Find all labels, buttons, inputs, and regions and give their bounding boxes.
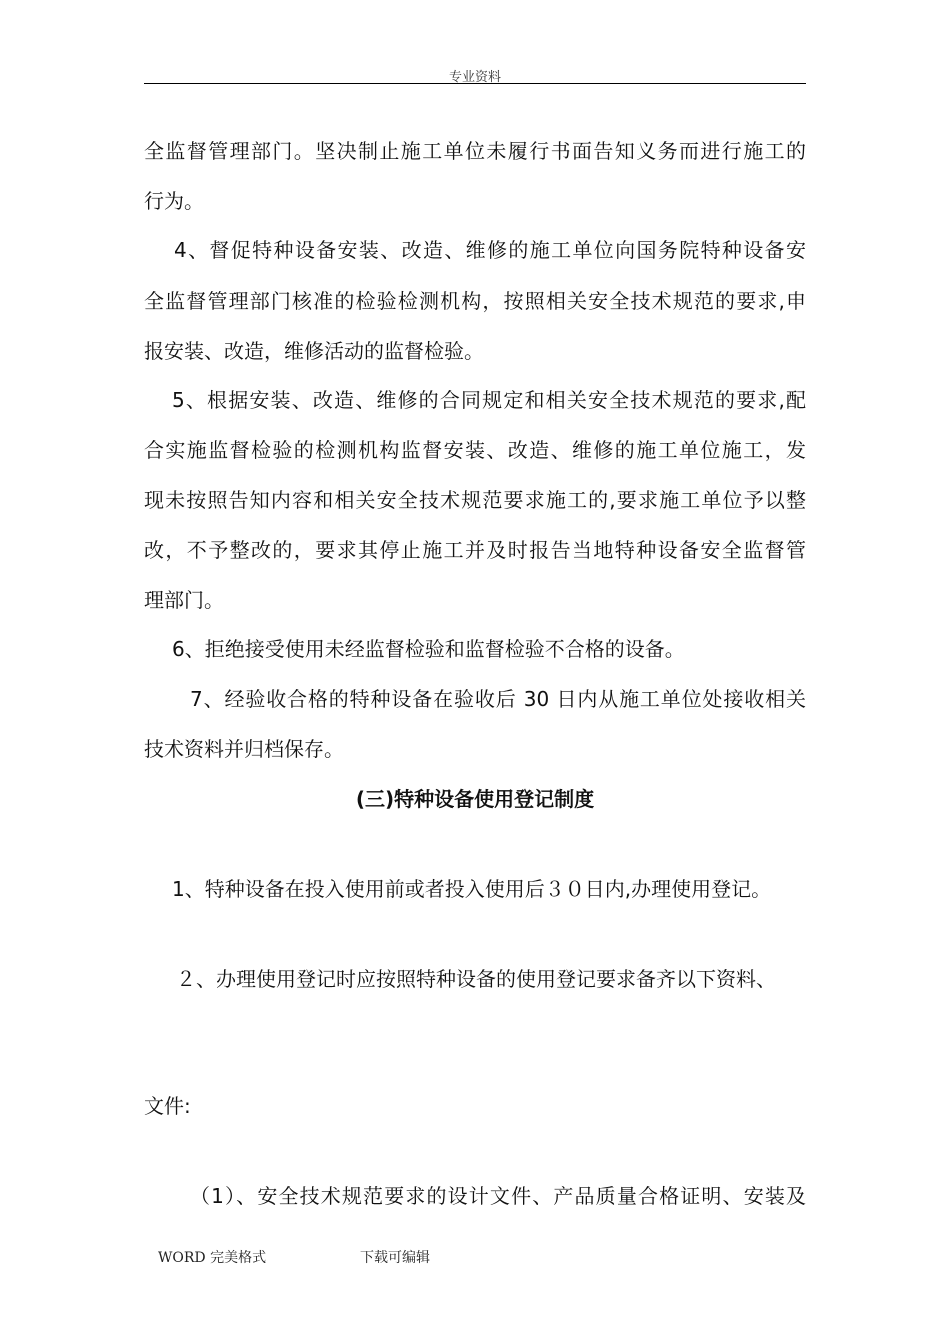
body-line: 现未按照告知内容和相关安全技术规范要求施工的,要求施工单位予以整 [144,488,806,512]
body-line: 报安装、改造，维修活动的监督检验。 [144,339,484,363]
body-line: 理部门。 [144,588,224,612]
body-line: 全监督管理部门。坚决制止施工单位未履行书面告知义务而进行施工的 [144,139,806,163]
body-line: 6、拒绝接受使用未经监督检验和监督检验不合格的设备。 [172,637,685,661]
body-line: 技术资料并归档保存。 [144,737,344,761]
body-line: 全监督管理部门核准的检验检测机构，按照相关安全技术规范的要求,申 [144,289,806,313]
footer-left-text: WORD 完美格式 [158,1250,267,1266]
body-line: 4、督促特种设备安装、改造、维修的施工单位向国务院特种设备安 [174,238,806,262]
body-line: 7、经验收合格的特种设备在验收后 30 日内从施工单位处接收相关 [190,687,806,711]
section-heading: (三)特种设备使用登记制度 [355,787,595,811]
body-line: 1、特种设备在投入使用前或者投入使用后３０日内,办理使用登记。 [172,877,772,901]
body-line: 合实施监督检验的检测机构监督安装、改造、维修的施工单位施工，发 [144,438,806,462]
footer-right-text: 下载可编辑 [360,1250,430,1266]
body-line: 5、根据安装、改造、维修的合同规定和相关安全技术规范的要求,配 [172,388,806,412]
body-line: 改，不予整改的，要求其停止施工并及时报告当地特种设备安全监督管 [144,538,806,562]
body-line: （1）、安全技术规范要求的设计文件、产品质量合格证明、安装及 [190,1184,806,1208]
body-line: 文件: [144,1094,191,1118]
body-line: ２、办理使用登记时应按照特种设备的使用登记要求备齐以下资料、 [176,967,776,991]
header-divider [144,83,806,84]
page-header: 专业资料 [448,70,501,85]
body-line: 行为。 [144,189,204,213]
